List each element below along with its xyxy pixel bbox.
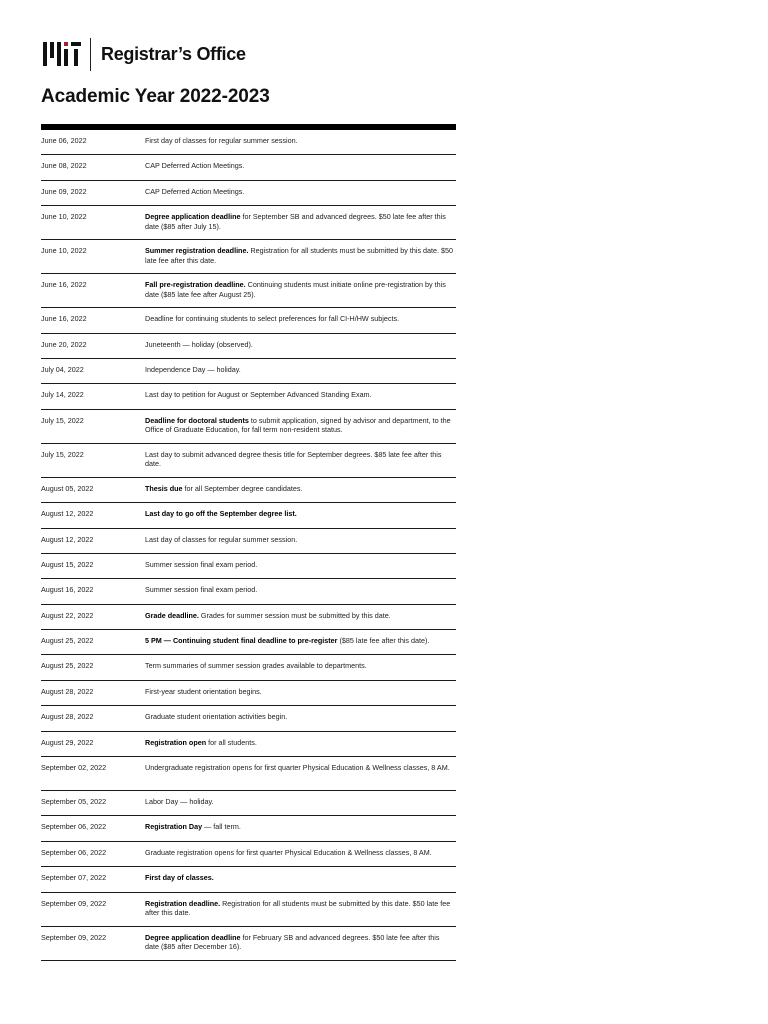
event-text: for all September degree candidates. [182, 483, 303, 493]
logo-divider [90, 38, 91, 71]
header [43, 37, 246, 71]
event-date: August 15, 2022 [41, 559, 94, 569]
calendar-row [41, 384, 456, 409]
calendar-row [41, 503, 456, 528]
event-date: August 16, 2022 [41, 585, 94, 595]
calendar-row [41, 757, 456, 791]
calendar-row [41, 478, 456, 503]
calendar-row [41, 893, 456, 927]
event-description [145, 738, 455, 748]
event-text: to submit application, signed by advisor and department, to the Office of Graduate Education, for fall term non-resident status. [145, 415, 451, 435]
event-highlight: Fall pre-registration deadline. [145, 280, 246, 290]
calendar-row [41, 630, 456, 655]
event-description [145, 933, 455, 952]
event-description [145, 763, 455, 773]
event-text: Continuing students must initiate online pre-registration by this date ($85 late fee after August 25). [145, 280, 446, 299]
event-date: August 28, 2022 [41, 712, 94, 722]
event-date: September 02, 2022 [41, 763, 107, 773]
event-text: Independence Day — holiday. [145, 364, 241, 374]
event-date: August 28, 2022 [41, 686, 94, 696]
calendar-row [41, 554, 456, 579]
event-highlight: Last day to go off the September degree list. [145, 509, 297, 519]
calendar-row [41, 410, 456, 444]
calendar-row [41, 359, 456, 384]
event-highlight: Registration open [145, 737, 207, 747]
event-text: for February SB and advanced degrees. $50 late fee after this date ($85 after December 16). [145, 932, 440, 952]
event-description [145, 687, 455, 697]
calendar-row [41, 240, 456, 274]
event-highlight: First day of classes. [145, 873, 214, 883]
event-description [145, 390, 455, 400]
event-description [145, 161, 455, 171]
event-date: September 07, 2022 [41, 873, 107, 883]
event-text: for all students. [206, 737, 257, 747]
event-description [145, 416, 455, 435]
event-text: Graduate registration opens for first quarter Physical Education & Wellness classes, 8 AM. [145, 847, 432, 857]
event-date: August 29, 2022 [41, 737, 94, 747]
event-text: Last day to submit advanced degree thesis title for September degrees. $85 late fee after this date. [145, 449, 442, 469]
event-description [145, 661, 455, 671]
calendar-row [41, 181, 456, 206]
event-description [145, 822, 455, 832]
event-description [145, 712, 455, 722]
mit-logo [43, 42, 81, 66]
event-date: July 15, 2022 [41, 449, 84, 459]
event-description [145, 873, 455, 883]
event-description [145, 246, 455, 265]
event-highlight: Degree application deadline [145, 932, 241, 942]
event-date: June 20, 2022 [41, 339, 87, 349]
calendar-row [41, 529, 456, 554]
event-date: June 10, 2022 [41, 246, 87, 256]
event-description [145, 136, 455, 146]
event-text: Last day of classes for regular summer session. [145, 534, 298, 544]
event-text: Summer session final exam period. [145, 559, 258, 569]
calendar-row [41, 816, 456, 841]
office-name: Registrar’s Office [101, 43, 246, 64]
event-text: for September SB and advanced degrees. $50 late fee after this date ($85 after July 15). [145, 212, 446, 231]
page-title: Academic Year 2022-2023 [41, 86, 270, 107]
calendar-row [41, 444, 456, 478]
event-date: June 09, 2022 [41, 186, 87, 196]
event-text: Labor Day — holiday. [145, 797, 214, 807]
event-date: September 09, 2022 [41, 932, 107, 942]
event-date: August 25, 2022 [41, 661, 94, 671]
event-date: July 15, 2022 [41, 415, 84, 425]
event-text: Registration for all students must be submitted by this date. $50 late fee after this date. [145, 246, 454, 265]
event-text: Juneteenth — holiday (observed). [145, 339, 253, 349]
event-text: CAP Deferred Action Meetings. [145, 186, 245, 196]
event-text: Registration for all students must be submitted by this date. $50 late fee after this date. [145, 898, 451, 918]
calendar-row [41, 155, 456, 180]
calendar-row [41, 130, 456, 155]
calendar-row [41, 655, 456, 680]
event-description [145, 535, 455, 545]
event-description [145, 585, 455, 595]
event-text: Term summaries of summer session grades available to departments. [145, 661, 367, 671]
event-description [145, 848, 455, 858]
event-date: August 25, 2022 [41, 636, 94, 646]
event-date: July 14, 2022 [41, 390, 84, 400]
event-highlight: Registration Day [145, 822, 203, 832]
event-description [145, 212, 455, 231]
event-highlight: Grade deadline. [145, 610, 199, 620]
event-description [145, 636, 455, 646]
calendar-row [41, 706, 456, 731]
event-date: June 10, 2022 [41, 212, 87, 222]
calendar-row [41, 927, 456, 961]
event-description [145, 365, 455, 375]
event-description [145, 797, 455, 807]
event-highlight: Thesis due [145, 483, 183, 493]
event-description [145, 611, 455, 621]
calendar-row [41, 791, 456, 816]
event-text: Summer session final exam period. [145, 585, 258, 595]
event-highlight: Summer registration deadline. [145, 246, 249, 256]
event-date: August 22, 2022 [41, 610, 94, 620]
event-text: Grades for summer session must be submitted by this date. [198, 610, 391, 620]
calendar-row [41, 579, 456, 604]
event-text: CAP Deferred Action Meetings. [145, 161, 245, 171]
event-description [145, 314, 455, 324]
event-text: First-year student orientation begins. [145, 686, 262, 696]
event-date: August 12, 2022 [41, 534, 94, 544]
event-date: September 06, 2022 [41, 822, 107, 832]
event-text: ($85 late fee after this date). [337, 636, 430, 646]
event-highlight: Deadline for doctoral students [145, 415, 249, 425]
calendar-table [41, 130, 456, 961]
event-date: September 06, 2022 [41, 847, 107, 857]
calendar-row [41, 842, 456, 867]
event-highlight: Registration deadline. [145, 898, 221, 908]
event-description [145, 280, 455, 299]
event-date: June 16, 2022 [41, 314, 87, 324]
event-text: Last day to petition for August or September Advanced Standing Exam. [145, 390, 372, 400]
calendar-row [41, 308, 456, 333]
calendar-row [41, 867, 456, 892]
calendar-row [41, 274, 456, 308]
event-text: Deadline for continuing students to select preferences for fall CI-H/HW subjects. [145, 314, 400, 324]
event-date: July 04, 2022 [41, 364, 84, 374]
event-description [145, 509, 455, 519]
event-date: August 05, 2022 [41, 483, 94, 493]
calendar-row [41, 605, 456, 630]
event-description [145, 484, 455, 494]
event-description [145, 450, 455, 469]
event-text: — fall term. [202, 822, 241, 832]
event-description [145, 340, 455, 350]
calendar-row [41, 681, 456, 706]
event-description [145, 187, 455, 197]
event-date: September 05, 2022 [41, 797, 107, 807]
event-text: First day of classes for regular summer session. [145, 136, 298, 145]
event-highlight: 5 PM — Continuing student final deadline to pre-register [145, 636, 338, 646]
event-description [145, 899, 455, 918]
event-text: Undergraduate registration opens for first quarter Physical Education & Wellness classes, 8 AM. [145, 763, 450, 773]
event-description [145, 560, 455, 570]
event-date: September 09, 2022 [41, 898, 107, 908]
event-text: Graduate student orientation activities begin. [145, 712, 288, 722]
event-date: August 12, 2022 [41, 509, 94, 519]
event-date: June 06, 2022 [41, 136, 87, 145]
event-date: June 16, 2022 [41, 280, 87, 290]
event-highlight: Degree application deadline [145, 212, 241, 222]
event-date: June 08, 2022 [41, 161, 87, 171]
calendar-row [41, 334, 456, 359]
calendar-row [41, 206, 456, 240]
calendar-row [41, 732, 456, 757]
